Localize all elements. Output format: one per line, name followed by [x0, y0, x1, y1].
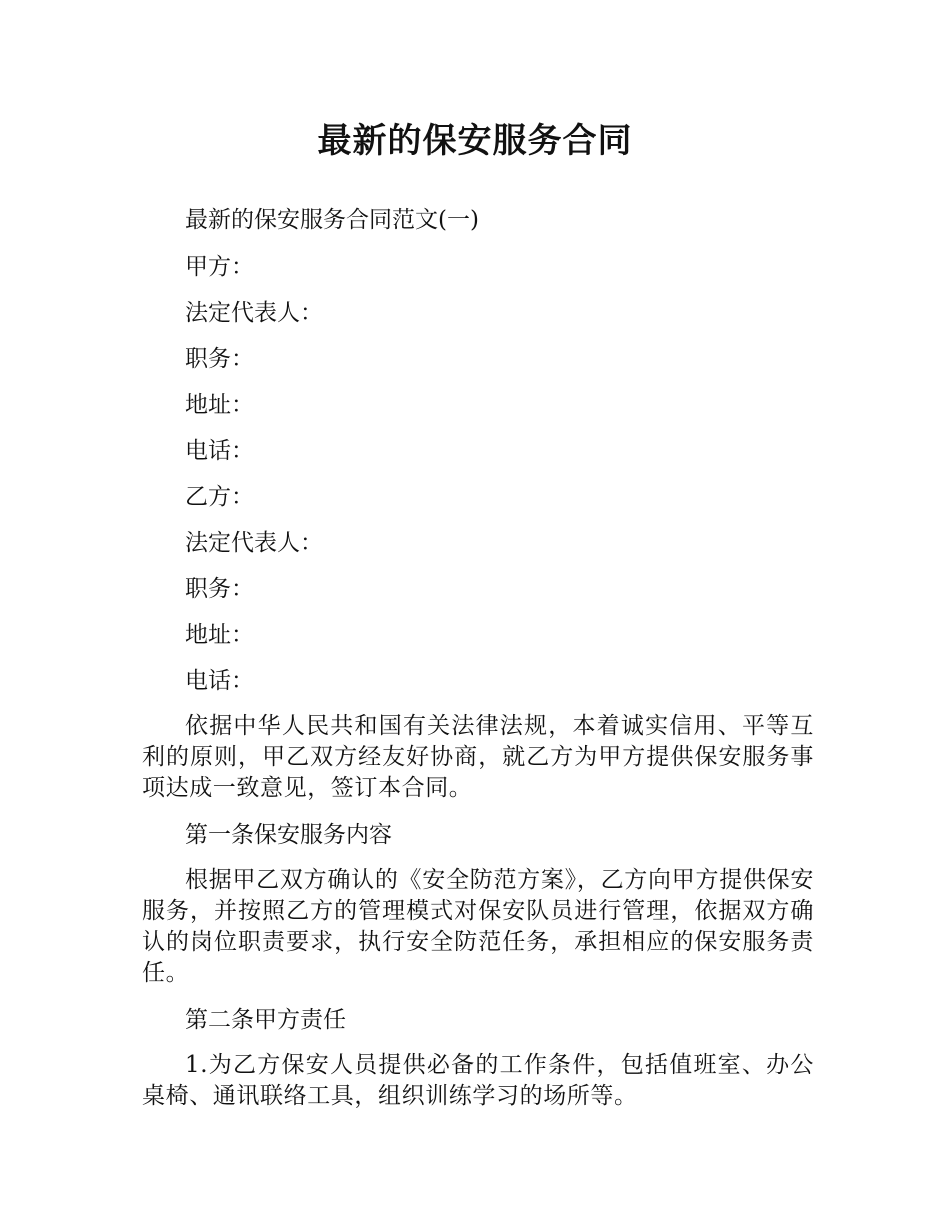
party-b-label: 乙方： [185, 484, 254, 510]
article-2-item-1: 1.为乙方保安人员提供必备的工作条件，包括值班室、办公桌椅、通讯联络工具，组织训练学习的场所等。 [142, 1052, 814, 1109]
article-1-body: 根据甲乙双方确认的《安全防范方案》，乙方向甲方提供保安服务，并按照乙方的管理模式对保安队员进行管理，依据双方确认的岗位职责要求，执行安全防范任务，承担相应的保安服务责任。 [142, 867, 814, 986]
party-b-representative: 法定代表人： [185, 530, 323, 556]
party-a-representative: 法定代表人： [185, 300, 323, 326]
party-a-position: 职务： [185, 346, 254, 372]
party-a-phone: 电话： [185, 438, 254, 464]
party-a-label: 甲方： [185, 254, 254, 280]
party-b-phone: 电话： [185, 668, 254, 694]
intro-paragraph: 依据中华人民共和国有关法律法规，本着诚实信用、平等互利的原则，甲乙双方经友好协商，就乙方为甲方提供保安服务事项达成一致意见，签订本合同。 [142, 713, 814, 801]
party-b-position: 职务： [185, 576, 254, 602]
party-a-address: 地址： [185, 392, 254, 418]
party-b-address: 地址： [185, 622, 254, 648]
article-1-heading: 第一条保安服务内容 [185, 822, 392, 848]
contract-subtitle: 最新的保安服务合同范文(一) [185, 207, 479, 233]
article-2-heading: 第二条甲方责任 [185, 1007, 346, 1033]
document-title: 最新的保安服务合同 [317, 121, 633, 161]
